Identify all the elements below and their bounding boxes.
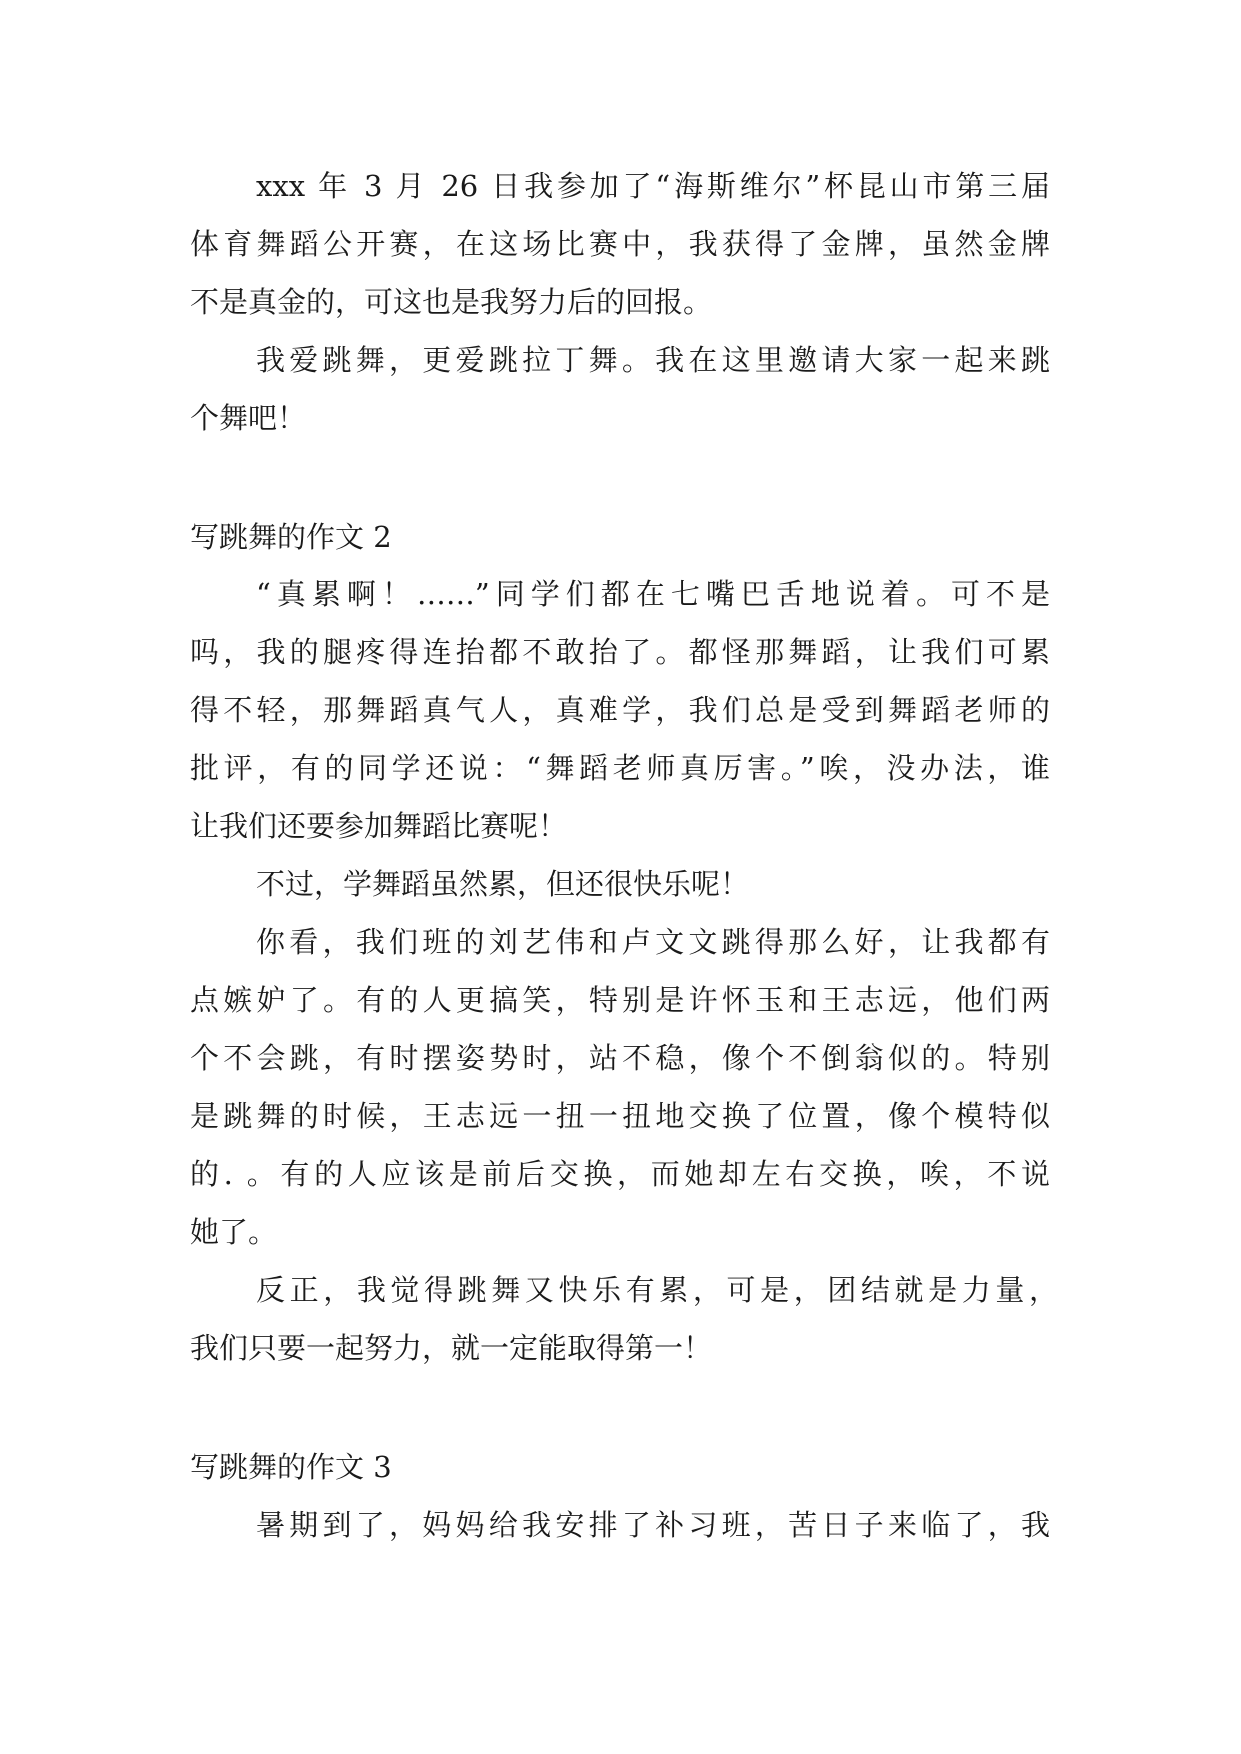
- paragraph-line: 反正，我觉得跳舞又快乐有累，可是，团结就是力量，: [256, 1273, 1058, 1307]
- paragraph-line: 不过，学舞蹈虽然累，但还很快乐呢！: [256, 867, 750, 901]
- paragraph-line: 体育舞蹈公开赛，在这场比赛中，我获得了金牌，虽然金牌: [190, 227, 1050, 261]
- paragraph-line: 不是真金的，可这也是我努力后的回报。: [190, 285, 713, 319]
- paragraph-line: 她了。: [190, 1215, 278, 1249]
- paragraph-line: 暑期到了，妈妈给我安排了补习班，苦日子来临了，我: [256, 1508, 1050, 1542]
- paragraph-line: 个不会跳，有时摆姿势时，站不稳，像个不倒翁似的。特别: [190, 1041, 1050, 1075]
- paragraph-line: 吗，我的腿疼得连抬都不敢抬了。都怪那舞蹈，让我们可累: [190, 635, 1050, 669]
- paragraph-line: 让我们还要参加舞蹈比赛呢！: [190, 809, 568, 843]
- paragraph-line: 是跳舞的时候，王志远一扭一扭地交换了位置，像个模特似: [190, 1099, 1050, 1133]
- paragraph-line: “真累啊！……”同学们都在七嘴巴舌地说着。可不是: [256, 577, 1050, 611]
- paragraph-line: 的. 。有的人应该是前后交换，而她却左右交换，唉，不说: [190, 1157, 1050, 1191]
- paragraph-line: 个舞吧！: [190, 401, 307, 435]
- paragraph-line: 我们只要一起努力，就一定能取得第一！: [190, 1331, 713, 1365]
- section-heading: 写跳舞的作文 3: [190, 1450, 392, 1484]
- paragraph-line: xxx 年 3 月 26 日我参加了“海斯维尔”杯昆山市第三届: [256, 169, 1050, 203]
- paragraph-line: 你看，我们班的刘艺伟和卢文文跳得那么好，让我都有: [256, 925, 1050, 959]
- paragraph-line: 点嫉妒了。有的人更搞笑，特别是许怀玉和王志远，他们两: [190, 983, 1050, 1017]
- paragraph-line: 我爱跳舞，更爱跳拉丁舞。我在这里邀请大家一起来跳: [256, 343, 1050, 377]
- paragraph-line: 得不轻，那舞蹈真气人，真难学，我们总是受到舞蹈老师的: [190, 693, 1050, 727]
- paragraph-line: 批评，有的同学还说：“舞蹈老师真厉害。”唉，没办法，谁: [190, 751, 1050, 785]
- section-heading: 写跳舞的作文 2: [190, 520, 392, 554]
